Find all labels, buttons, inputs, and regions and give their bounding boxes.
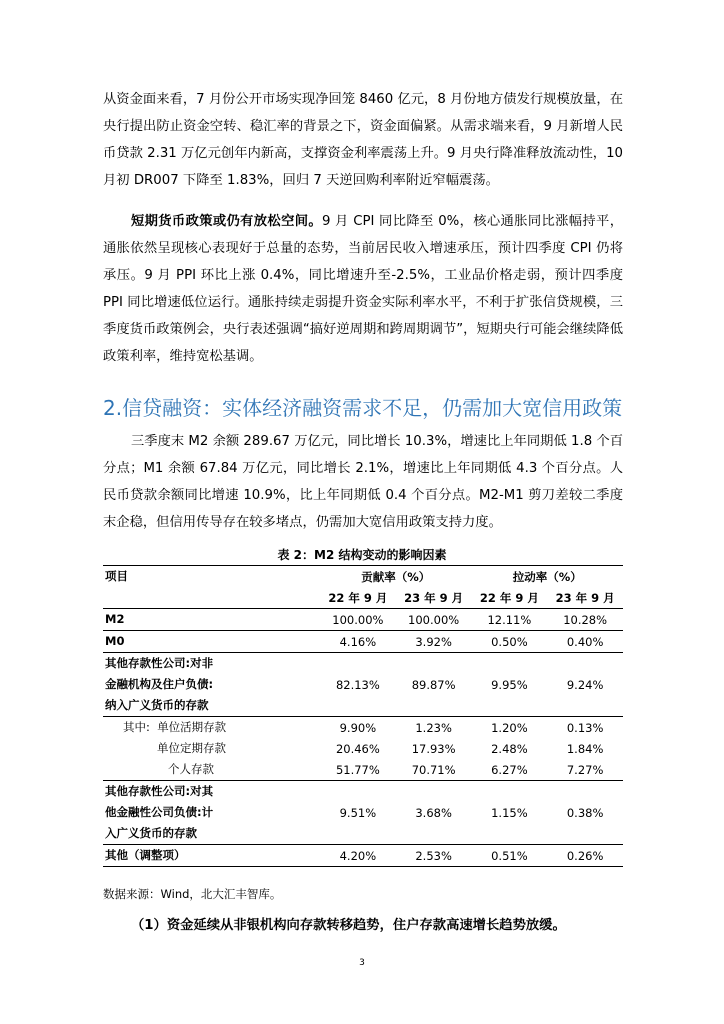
row-label-line: 入广义货币的存款	[105, 826, 197, 840]
table-cell: 9.51%	[320, 781, 396, 845]
table-cell: 1.20%	[472, 717, 548, 739]
table-cell: 6.27%	[491, 762, 528, 777]
paragraph-body: 9 月 CPI 同比降至 0%，核心通胀同比涨幅持平，通胀依然呈现核心表现好于总量的态势，当前居民收入增速承压，预计四季度 CPI 仍将承压。9 月 PPI 环比上涨 0.4%，同比增速升至-2.5%，工业品价格走弱，预计四季度 PPI 同比增速低位运行。通胀持续走弱提升资金实际利率水平，不利于扩张信贷规模，三季度货币政策例会，央行表述强调“搞好逆周期和跨周期调节”，短期央行可能会继续降低政策利率，维持宽松基调。	[103, 214, 623, 364]
subheader-cell: 23 年 9 月	[547, 587, 623, 609]
table-cell: 1.84%	[566, 741, 604, 756]
table-cell: 7.27%	[566, 762, 604, 777]
table-row	[103, 845, 623, 867]
table-cell: 70.71%	[411, 762, 456, 777]
table-cell: 17.93%	[411, 741, 456, 756]
header-contribution: 贡献率（%）	[320, 566, 472, 588]
row-prefix: 其中:	[123, 720, 150, 734]
table-cell: 4.16%	[320, 631, 396, 653]
row-label	[103, 781, 320, 845]
row-label-line: 其他存款性公司:对其	[105, 784, 214, 798]
row-label: 个人存款	[168, 762, 214, 776]
table-cell: 82.13%	[320, 653, 396, 717]
row-label: M0	[103, 631, 320, 653]
table-row	[103, 781, 623, 845]
paragraph-lead-bold: 短期货币政策或仍有放松空间。	[131, 214, 322, 229]
table-cell: 4.20%	[320, 845, 396, 867]
table-cell: 0.51%	[472, 845, 548, 867]
table-caption: 表 2：M2 结构变动的影响因素	[277, 548, 447, 562]
header-pull: 拉动率（%）	[472, 566, 624, 588]
row-label-text: 单位活期存款	[157, 720, 227, 734]
paragraph-m2: 三季度末 M2 余额 289.67 万亿元，同比增长 10.3%，增速比上年同期低 1.8 个百分点；M1 余额 67.84 万亿元，同比增长 2.1%，增速比上年同期低 4.3 个百分点。人民币贷款余额同比增速 10.9%，比上年同期低 0.4 个百分点。M2-M1 剪刀差较二季度末企稳，但信用传导存在较多堵点，仍需加大宽信用政策支持力度。	[103, 434, 623, 530]
table-cell: 0.26%	[547, 845, 623, 867]
table-source-note: 数据来源：Wind，北大汇丰智库。	[103, 887, 282, 901]
table-row	[103, 609, 623, 631]
row-label-line: 他金融性公司负债:计	[105, 805, 214, 819]
table-cell: 9.90%	[320, 717, 396, 739]
row-label-line: 金融机构及住户负债:	[105, 677, 214, 691]
subsection-point: （1）资金延续从非银机构向存款转移趋势，住户存款高速增长趋势放缓。	[131, 918, 566, 933]
section-title: 2.信贷融资：实体经济融资需求不足，仍需加大宽信用政策	[103, 396, 623, 420]
row-label	[103, 653, 320, 717]
table-cell: 100.00%	[408, 612, 460, 627]
table-cell: 0.38%	[547, 781, 623, 845]
table-cell: 12.11%	[487, 612, 532, 627]
table-header-row	[103, 566, 623, 588]
table-cell: 9.95%	[472, 653, 548, 717]
page-number: 3	[359, 958, 365, 968]
table-cell: 10.28%	[563, 612, 608, 627]
row-label: 其他（调整项）	[103, 845, 320, 867]
table-cell: 0.40%	[547, 631, 623, 653]
table-row	[103, 653, 623, 717]
subheader-cell: 22 年 9 月	[320, 587, 396, 609]
table-row	[103, 759, 623, 781]
table-row	[103, 717, 623, 739]
subheader-cell: 22 年 9 月	[472, 587, 548, 609]
table-cell: 2.48%	[491, 741, 528, 756]
m2-structure-table	[103, 565, 623, 867]
row-label: M2	[105, 612, 125, 626]
table-cell: 0.50%	[472, 631, 548, 653]
table-row	[103, 738, 623, 759]
table-cell: 0.13%	[547, 717, 623, 739]
table-cell: 1.23%	[396, 717, 472, 739]
header-item: 项目	[103, 566, 320, 588]
table-cell: 1.15%	[472, 781, 548, 845]
subheader-cell: 23 年 9 月	[396, 587, 472, 609]
paragraph-monetary-policy	[103, 208, 623, 370]
row-label: 单位定期存款	[157, 741, 226, 755]
table-cell: 89.87%	[396, 653, 472, 717]
table-cell: 9.24%	[547, 653, 623, 717]
table-cell: 51.77%	[335, 762, 380, 777]
row-label	[103, 717, 320, 739]
table-row	[103, 631, 623, 653]
table-cell: 100.00%	[332, 612, 384, 627]
table-subheader-row	[103, 587, 623, 609]
row-label-line: 其他存款性公司:对非	[105, 656, 214, 670]
table-cell: 2.53%	[396, 845, 472, 867]
row-label-line: 纳入广义货币的存款	[105, 698, 209, 712]
table-cell: 20.46%	[335, 741, 380, 756]
table-cell: 3.68%	[396, 781, 472, 845]
paragraph-liquidity: 从资金面来看，7 月份公开市场实现净回笼 8460 亿元，8 月份地方债发行规模放量，在央行提出防止资金空转、稳汇率的背景之下，资金面偏紧。从需求端来看，9 月新增人民币贷款 2.31 万亿元创年内新高，支撑资金利率震荡上升。9 月央行降准释放流动性，10 月初 DR007 下降至 1.83%，回归 7 天逆回购利率附近窄幅震荡。	[103, 92, 623, 188]
table-cell: 3.92%	[396, 631, 472, 653]
